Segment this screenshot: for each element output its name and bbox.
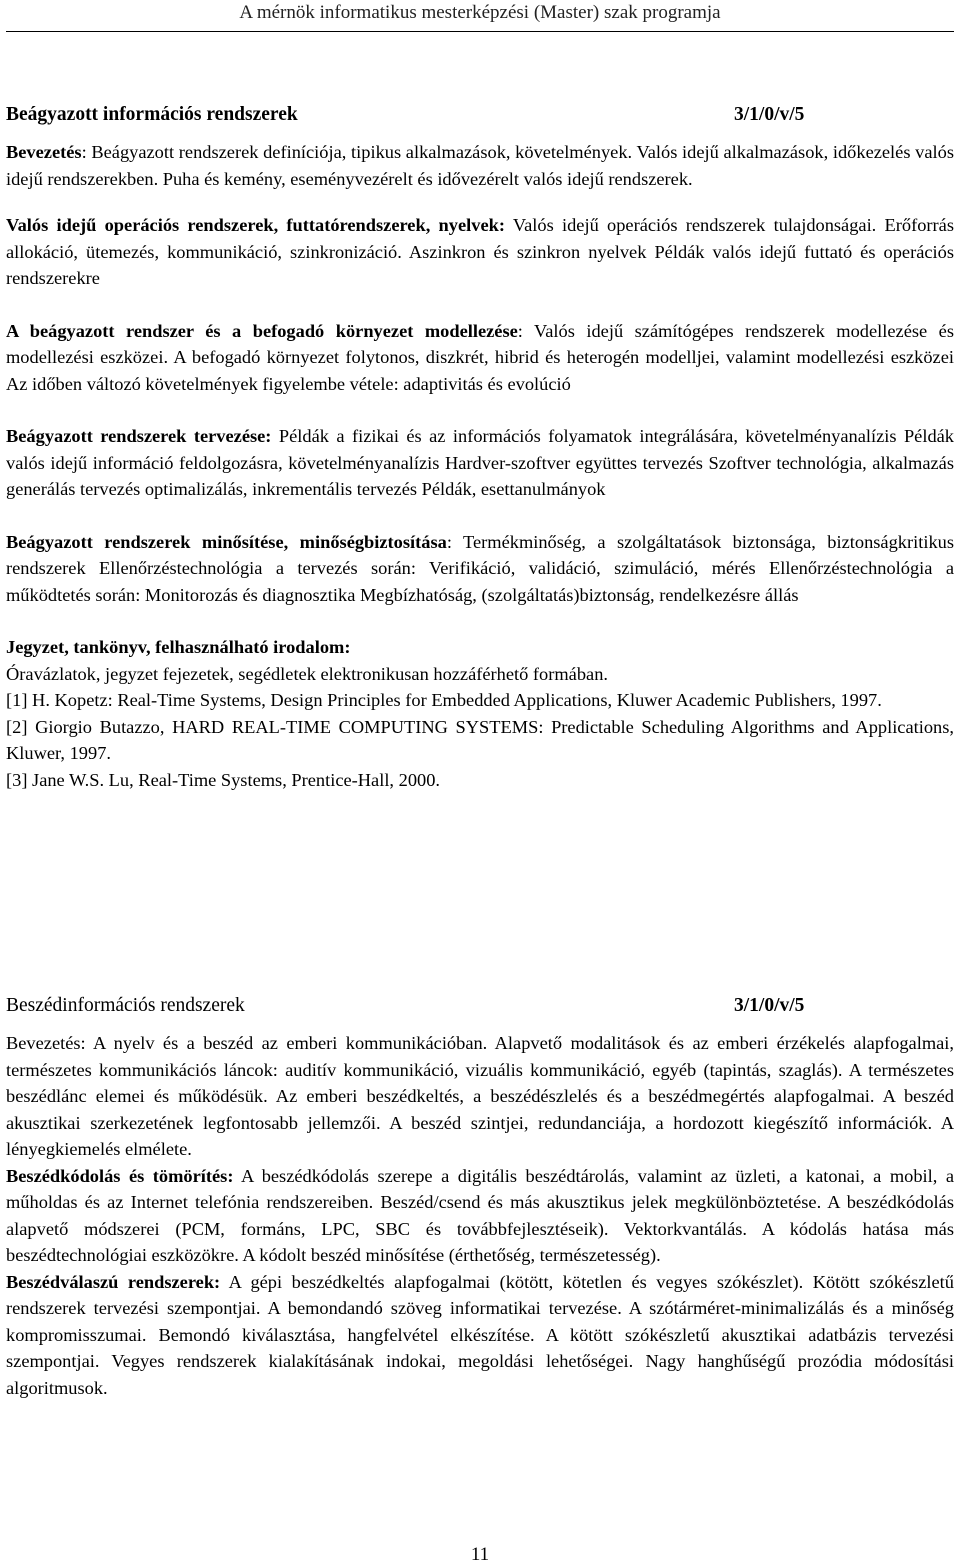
paragraph-text: Valós idejű operációs rendszerek tulajdonságai. Erőforrás allokáció, ütemezés, kommunikáció, szinkronizáció. Aszinkron és szinkron nyelvek Példák valós idejű futtató és operációs rendszerekre: [6, 215, 954, 288]
paragraph-text: : Valós idejű számítógépes rendszerek modellezése és modellezési eszközei. A befogadó környezet folytonos, diszkrét, hibrid és heterogén modelljei, valamint modellezési eszközei Az időben változó követelmények figyelembe vétele: adaptivitás és evolúció: [6, 320, 954, 394]
header-rule: [6, 31, 954, 32]
paragraph-coding: [6, 1163, 954, 1269]
paragraph-label: Beszédválaszú rendszerek:: [6, 1271, 221, 1292]
course-title-row: [6, 992, 954, 1020]
paragraph-text: A gépi beszédkeltés alapfogalmai (kötött, kötetlen és vegyes szókészlet). Kötött szókészletű rendszerek tervezési szempontjai. A bemondandó szöveg informatikai tervezése. A szótárméret-minimalizálás és a minőség kompromisszumai. Bemondó kiválasztása, hangfelvétel elkészítése. A kötött szókészletű akusztikai adatbázis tervezési szempontjai. Vegyes rendszerek kialakításának indokai, megoldási lehetőségei. Nagy hanghűségű prozódia módosítási algoritmusok.: [6, 1271, 954, 1398]
paragraph-label: Beágyazott rendszerek minősítése, minőségbiztosítása: [6, 531, 447, 552]
paragraph-text: : Beágyazott rendszerek definíciója, tipikus alkalmazások, követelmények. Valós idejű alkalmazások, időkezelés valós idejű rendszerekben. Puha és kemény, eseményvezérelt és idővezérelt valós idejű rendszerek.: [6, 142, 954, 189]
reference-item: [3] Jane W.S. Lu, Real-Time Systems, Prentice-Hall, 2000.: [6, 769, 441, 790]
paragraph-introduction: [6, 139, 954, 192]
paragraph-speech-response: [6, 1269, 954, 1402]
course-speech-systems: [6, 992, 954, 1401]
course-code: 3/1/0/v/5: [734, 995, 805, 1016]
literature-heading: Jegyzet, tankönyv, felhasználható irodalom:: [6, 637, 351, 657]
paragraph-text: : Termékminőség, a szolgáltatások biztonsága, biztonságkritikus rendszerek Ellenőrzéstechnológia a tervezés során: Verifikáció, validáció, szimuláció, mérés Ellenőrzéstechnológia a működtetés során: Monitorozás és diagnosztika Megbízhatóság, (szolgáltatás)biztonság, rendelkezésre állás: [6, 531, 954, 605]
reference-item: [2] Giorgio Butazzo, HARD REAL-TIME COMPUTING SYSTEMS: Predictable Scheduling Algorithms and Applications, Kluwer, 1997.: [6, 716, 954, 763]
paragraph-text: A beszédkódolás szerepe a digitális beszédtárolás, valamint az üzleti, a katonai, a mobil, a műholdas és az Internet telefónia rendszereiben. Beszéd/csend és más akusztikus jelek megkülönböztetése. A beszédkódolás alapvető módszerei (PCM, formáns, LPC, SBC és továbbfejlesztéseik). Vektorkvantálás. A kódolás hatása más beszédtechnológiai eszközökre. A kódolt beszéd minősítése (érthetőség, természetesség).: [6, 1165, 955, 1265]
course-title: Beágyazott információs rendszerek: [6, 104, 298, 125]
paragraph-modelling: [6, 318, 954, 398]
course-code: 3/1/0/v/5: [734, 104, 805, 125]
paragraph-label: Valós idejű operációs rendszerek, futtatórendszerek, nyelvek:: [6, 215, 505, 235]
paragraph-design: [6, 423, 954, 503]
paragraph-label: A beágyazott rendszer és a befogadó környezet modellezése: [6, 320, 518, 341]
paragraph-qualification: [6, 529, 954, 609]
running-header: A mérnök informatikus mesterképzési (Master) szak programja: [239, 2, 721, 23]
paragraph-rtos: [6, 212, 954, 292]
paragraph-label: Beágyazott rendszerek tervezése:: [6, 426, 272, 446]
page-number: 11: [470, 1544, 490, 1565]
course-embedded-systems: [6, 101, 954, 793]
literature-intro: Óravázlatok, jegyzet fejezetek, segédletek elektronikusan hozzáférhető formában.: [6, 663, 608, 684]
course-title-row: [6, 101, 954, 129]
paragraph-label: Bevezetés: [6, 142, 82, 162]
paragraph-label: Beszédkódolás és tömörítés:: [6, 1165, 234, 1186]
reference-item: [1] H. Kopetz: Real-Time Systems, Design Principles for Embedded Applications, Kluwer Academic Publishers, 1997.: [6, 690, 882, 710]
paragraph-introduction: Bevezetés: A nyelv és a beszéd az emberi kommunikációban. Alapvető modalitások és az emberi érzékelés alapfogalmai, természetes kommunikációs láncok: auditív kommunikáció, vizuális kommunikáció, egyéb (tapintás, szaglás). A természetes beszédlánc elemei és működésük. Az emberi beszédkeltés, a beszédészlelés és a beszédmegértés alapfogalmai. A beszéd akusztikai szerkezetének legfontosabb jellemzői. A beszéd szintjei, redundanciája, a hordozott kiegészítő információk. A lényegkiemelés elmélete.: [6, 1033, 954, 1159]
paragraph-text: Példák a fizikai és az információs folyamatok integrálására, követelményanalízis Példák valós idejű információ feldolgozásra, követelményanalízis Hardver-szoftver együttes tervezés Szoftver technológia, alkalmazás generálás tervezés optimalizálás, inkrementális tervezés Példák, esettanulmányok: [6, 426, 955, 499]
course-title: Beszédinformációs rendszerek: [6, 995, 245, 1016]
